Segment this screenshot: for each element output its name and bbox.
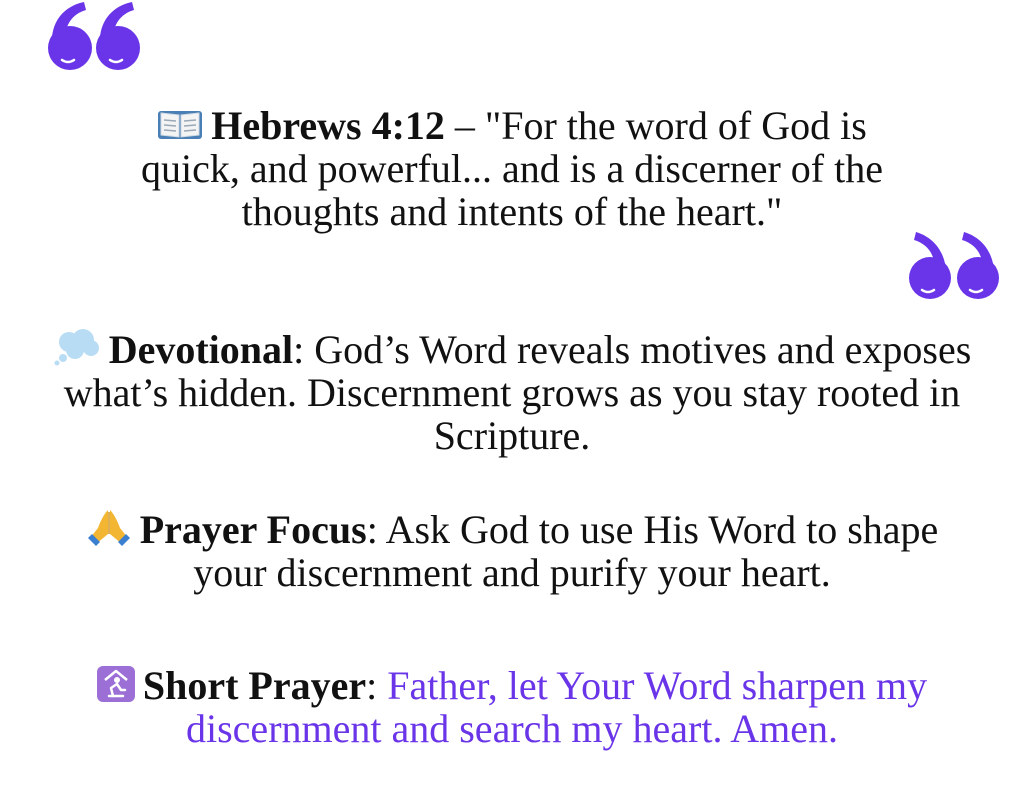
prayer-focus-line-2: your discernment and purify your heart. (193, 550, 831, 595)
devotional-line-1 (0, 328, 1024, 371)
prayer-focus-text-1: Ask God to use His Word to shape (385, 507, 939, 552)
prayer-focus-colon: : (366, 507, 386, 552)
devotional-line-3: Scripture. (433, 413, 591, 458)
open-book-icon (157, 108, 203, 142)
verse-line-3: thoughts and intents of the heart." (241, 189, 783, 234)
devotional-line-2: what’s hidden. Discernment grows as you stay rooted in (63, 370, 961, 415)
verse-line-2: quick, and powerful... and is a discerner of the (141, 146, 883, 191)
praying-hands-icon (86, 508, 132, 546)
short-prayer-label: Short Prayer (142, 663, 367, 708)
devotional-label: Devotional (108, 327, 294, 372)
thought-bubble-icon (53, 328, 101, 366)
short-prayer-colon: : (366, 663, 388, 708)
devotional-colon: : (293, 327, 315, 372)
short-prayer-line-1 (0, 664, 1024, 707)
verse-text-1: "For the word of God is (484, 103, 867, 148)
opening-quote-icon (44, 0, 144, 76)
verse-dash: – (444, 103, 485, 148)
verse-block (0, 104, 1024, 233)
verse-line-1 (0, 104, 1024, 147)
short-prayer-text-1: Father, let Your Word sharpen my (387, 663, 928, 708)
short-prayer-block (0, 664, 1024, 750)
short-prayer-line-2: discernment and search my heart. Amen. (186, 706, 838, 751)
devotional-block (0, 328, 1024, 457)
verse-reference: Hebrews 4:12 (211, 103, 445, 148)
prayer-focus-block (0, 508, 1024, 594)
place-of-worship-icon (97, 666, 135, 702)
prayer-focus-line-1 (0, 508, 1024, 551)
prayer-focus-label: Prayer Focus (139, 507, 367, 552)
devotional-text-1: God’s Word reveals motives and exposes (314, 327, 972, 372)
closing-quote-icon (906, 226, 1002, 304)
